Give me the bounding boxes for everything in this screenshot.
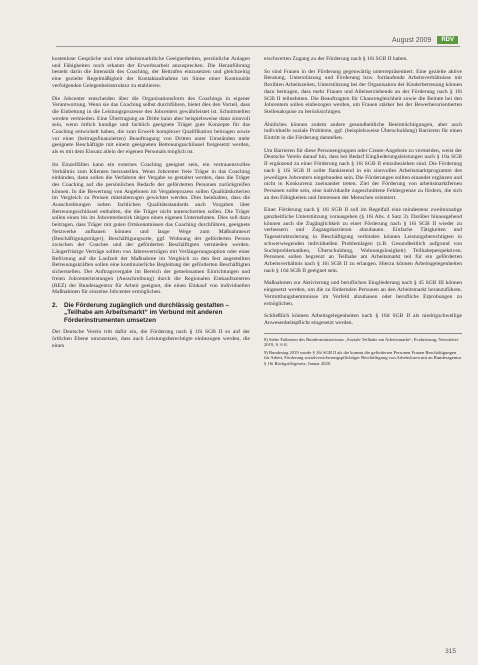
- section-title: Die Förderung zugänglich und durchlässig gestalten – „Teilhabe am Arbeitsmarkt“ im Verbund mit anderen Förderinstrumenten umsetzen: [64, 301, 230, 324]
- header-rule: [56, 46, 460, 47]
- body-paragraph: Ähnliches können zudem andere gesundheitliche Beeinträchtigungen, aber auch individuelle soziale Probleme, ggf. (beispielsweise Überschuldung) Barrieren für einen Eintritt in die Förderung darstellen.: [264, 121, 462, 142]
- section-heading: [52, 302, 250, 324]
- page-number: 315: [445, 648, 456, 655]
- body-paragraph: kostenlose Gespräche und eine arbeitsmarktliche Geeignetheiten, persönliche Anlagen und Fähigkeiten noch erkannt der Erwerbsarbeit anzusprechen. Die Heranführung besteht darin die Intensität des Coaching, der Beitrafen einzusetzen und gleichzeitig eine gezielte Regelmäßigkeit der Kontaktaufnahme im Sinne einer Kontinuität verfolgenden Gelegenheitsstruktur zu etablieren.: [52, 56, 250, 89]
- body-paragraph: Einer Förderung nach § 16i SGB II soll im Regelfall eine mindestens zweimonatige ganzheitliche Unterstützung vorausgehen (§ 16i Abs. 4 Satz 3). Darüber hinausgehend können auch die Zugänglichkeit zu einer Förderung nach § 16i SGB II wieder zu verbessern und Zugangsbarrieren abzubauen. Einfache Tätigkeiten und Tagesstrukturierung in Beschäftigung verbinden können Leistungsberechtigten in schwerwiegenden individuellen Problemlagen (z.B. Gesundheitlich aufgrund von Suchtproblematiken, Überschuldung, Wohnungslosigkeit) Teilhabeperspektiven. Personen sollen begrenzt an Teilhabe am Arbeitsmarkt teil für ein geförderten Arbeitsverhältnis nach § 16i SGB II zu erlangen. Hierzu können Arbeitsgelegenheiten nach § 16d SGB II geeignet sein.: [264, 207, 462, 274]
- body-paragraph: Der Deutsche Verein tritt dafür ein, die Förderung nach § 16i SGB II so auf der örtlichen Ebene umzusetzen, dass auch Leistungsberechtigte einbezogen werden, die einen: [52, 329, 250, 349]
- left-column: [52, 56, 250, 369]
- body-paragraph: Schließlich können Arbeitsgelegenheiten nach § 16d SGB II als niedrigschwellige Anwesenheitspflicht eingesetzt werden.: [264, 313, 462, 326]
- body-paragraph: Die Jobcenter entscheiden über die Organisationsform des Coachings in eigener Verantwortung. Wenn sie das Coaching selbst durchführen, bietet dies den Vorteil, dass die Einbettung in die Leistungsprozesse des Jobcenters gewährleistet ist. Schnittstellen werden vermieden. Eine Übertragung an Dritte kann aber beispielsweise dann sinnvoll sein, wenn örtlich kundige und fachlich geeignete Träger gute Konzepte für das Coaching entwickelt haben, die zum Erwerb komplexer Qualifikation beitragen sowie vor einer (beitragsfinanzierten) Beauftragung von Dritten unter Umständen mehr geeignete Beschäftigte mit einem geeigneten Betreuungsschlüssel freigesetzt werden, als es mit dem Einsatz allein der eigenen Personals möglich ist.: [52, 95, 250, 156]
- body-paragraph: So sind Frauen in der Förderung gegenwärtig unterrepräsentiert. Eine gezielte aktive Beratung, Unterstützung und Förderung bzw. fortlaufende Arbeitsverhältnisse mit flexiblen Arbeitszeiten, Unterstützung bei der Organisation der Kinderbetreuung können dazu beitragen, dass mehr Frauen und Alleinerziehende an der Förderung nach § 16i SGB II teilnehmen. Die Beauftragten für Chancengleichheit sowie die Beirate bei den Jobcentern sollen einbezogen werden, um Frauen stärker bei der Bewerberorientierten Stellenakquise zu berücksichtigen.: [264, 68, 462, 115]
- footnote: 8) Siehe Fußnoten des Bundesministeriums „Soziale Teilhabe am Arbeitsmarkt“, Evaluierung, Newsletter 2019, S. 6 ff.: [264, 336, 459, 348]
- body-paragraph: erschwerten Zugang zu der Förderung nach § 16i SGB II haben.: [264, 56, 408, 62]
- text-columns: [52, 56, 462, 369]
- page-header: [392, 36, 458, 44]
- header-date: August 2009: [392, 36, 432, 44]
- body-paragraph: Im Einzelfällen kann ein externes Coaching geeignet sein, ein vertrauensvolles Verhältnis zum Klienten herzustellen. Wenn Jobcenter freie Träger in das Coaching einbinden, dann sollen die Verfahren der Vergabe so gestaltet werden, dass die Träger des Coaching auf die persönlichen Bedarfe der geförderten Personen zurückgreifen können. In die Bewertung von Angeboten im Vergabeprozess sollen Qualitätskriterien im Vergleich zu Preisen miteinbezogen gewichtet werden. Dies beinhalten, dass die Ausschreibungen neben fachlichen Qualitätsstandards auch Vorgaben über Betreuungsschlüssel enthalten, die die Träger nicht unterschreiten sollen. Die Träger sollen einen bis im Jobcenterbezirk tätigen einen eigenen Unternehmen. Dies soll dazu beitragen, dass Träger mit guten Ortskenntnissen das Coaching durchführen, geeignete Netzwerke aufbauen können und lange Wege zum Maßnahmeort (Beschäftigungsträger), Beschäftigungsorte, ggf. Wohnung der geförderten Person zwischen der Coaches und der geförderten Beschäftigten vermieden werden. Längerfristige Verträge sollten von Jahresverträgen mit Verlängerungsoption oder einer Befristung auf die Laufzeit der Maßnahme im Vergleich zu den fest angestellten Betreuungskräften sollen eine kontinuierliche Begleitung der geförderten Beschäftigten sicherstellen. Der Auftragsvergabe im Bereich der gemeinsamen Einrichtungen und freien Jobcenterleistungen (Ausschreibung) durch die Regionalen Einkaufszentren (REZ) der Bundesagentur für Arbeit geeignet, die einen Einkauf von individuellen Maßnahmen für einzelne Jobcenter ermöglichen.: [52, 161, 250, 296]
- section-number: 2.: [52, 301, 58, 309]
- footnote: 9) Bundestag 2019 wurde § 16i SGB II als die kommt die geförderten Personen Frauen Beschäftigungen für Arbeit, Förderung sozialversicherungspflichtiger Beschäftigung von Arbeitslosen mit an Bundesagentur § 16i Rückgriffsgesetz, Januar 2020.: [264, 349, 462, 366]
- footnotes: [264, 333, 462, 367]
- body-paragraph: Um Barrieren für diese Personengruppen oder Create-Angebote zu vermeiden, weist der Deutsche Verein darauf hin, dass bei Bedarf Eingliederungsleistungen nach § 16a SGB II ergänzend zu einer Förderung nach § 16i SGB II einzubeziehen sind. Die Förderung nach § 16i SGB II sollte flankierend in ein sinnvolles Arbeitsmarktprogramm des jeweiligen Jobcenters eingebunden sein. Die Förderungen sollten einander ergänzen und nicht in Konkurrenz zueinander treten. Ziel der Förderung von arbeitsmarktfernen Personen sollte sein, eine individuelle zugeschnittene Fehlergrenze zu fördern, die sich an den Fähigkeiten und Interessen der Menschen orientiert.: [264, 147, 462, 201]
- journal-badge: RDV: [437, 36, 458, 44]
- body-paragraph: Maßnahmen zur Aktivierung und beruflichen Eingliederung nach § 45 SGB III können eingesetzt werden, um die zu fördernden Personen an den Arbeitsmarkt heranzuführen. Vermittlungshemmnisse im Vorfeld abzubauen oder berufliche Erprobungen zu ermöglichen.: [264, 280, 462, 307]
- right-column: [264, 56, 462, 369]
